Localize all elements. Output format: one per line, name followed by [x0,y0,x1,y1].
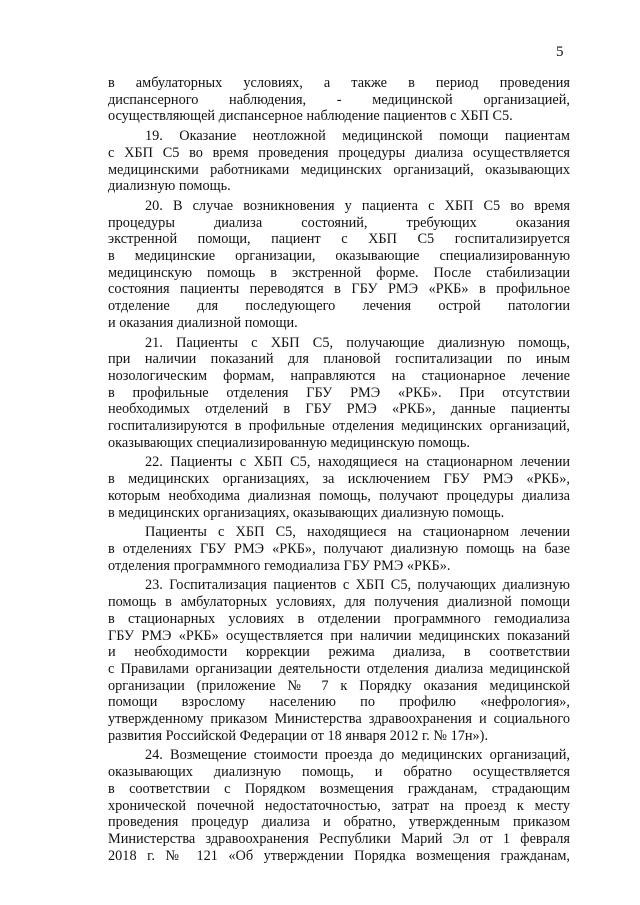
text-line: с ХБП С5 во время проведения процедуры диализа осуществляется [108,144,570,161]
text-line: 21. Пациенты с ХБП С5, получающие диализную помощь, [145,334,570,351]
text-line: 2018 г. № 121 «Об утверждении Порядка возмещения гражданам, [108,847,570,864]
text-line: в медицинских организациях, за исключением ГБУ РМЭ «РКБ», [108,471,570,488]
text-line: в отделениях ГБУ РМЭ «РКБ», получают диализную помощь на базе [108,540,570,557]
text-line: оказывающих диализную помощь, и обратно осуществляется [108,764,570,781]
text-line: необходимых отделений в ГБУ РМЭ «РКБ», данные пациенты [108,401,570,418]
text-line: оказывающих специализированную медицинскую помощь. [108,434,470,451]
text-line: в профильные отделения ГБУ РМЭ «РКБ». При отсутствии [108,384,570,401]
text-line: развития Российской Федерации от 18 января 2012 г. № 17н»). [108,727,489,744]
text-line: ГБУ РМЭ «РКБ» осуществляется при наличии медицинских показаний [108,627,570,644]
text-line: организации (приложение № 7 к Порядку оказания медицинской [108,677,570,694]
page-number: 5 [556,44,564,60]
text-line: в медицинские организации, оказывающие специализированную [108,248,570,265]
text-line: процедуры диализа состояний, требующих оказания [108,214,570,231]
text-line: медицинскую помощь в экстренной форме. После стабилизации [108,264,570,281]
text-line: проведения процедур диализа и обратно, утвержденным приказом [108,814,570,831]
text-line: медицинскими работниками медицинских организаций, оказывающих [108,161,570,178]
document-body [108,75,570,864]
text-line: 22. Пациенты с ХБП С5, находящиеся на стационарном лечении [145,454,570,471]
text-line: в соответствии с Порядком возмещения гражданам, страдающим [108,780,570,797]
text-line: в медицинских организациях, оказывающих диализную помощь. [108,504,505,521]
text-line: диспансерного наблюдения, - медицинской организацией, [108,91,570,108]
text-line: утвержденному приказом Министерства здравоохранения и социального [108,711,570,728]
text-line: нозологическим формам, направляются на стационарное лечение [108,367,570,384]
text-line: помощи взрослому населению по профилю «нефрология», [108,694,570,711]
text-line: 24. Возмещение стоимости проезда до медицинских организаций, [145,747,570,764]
text-line: 23. Госпитализация пациентов с ХБП С5, получающих диализную [145,577,570,594]
text-line: и оказания диализной помощи. [108,314,298,331]
text-line: хронической почечной недостаточностью, затрат на проезд к месту [108,797,570,814]
text-line: госпитализируются в профильные отделения медицинских организаций, [108,418,570,435]
text-line: в амбулаторных условиях, а также в период проведения [108,75,570,91]
text-line: диализную помощь. [108,178,231,195]
text-line: отделение для последующего лечения острой патологии [108,298,570,315]
text-line: 20. В случае возникновения у пациента с ХБП С5 во время [145,197,570,214]
text-line: отделения программного гемодиализа ГБУ РМЭ «РКБ». [108,557,451,574]
text-line: в стационарных условиях в отделении программного гемодиализа [108,610,570,627]
text-line: и необходимости коррекции режима диализа, в соответствии [108,644,570,661]
text-line: 19. Оказание неотложной медицинской помощи пациентам [145,128,570,145]
text-line: которым необходима диализная помощь, получают процедуры диализа [108,487,570,504]
text-line: осуществляющей диспансерное наблюдение пациентов с ХБП С5. [108,108,513,125]
text-line: помощь в амбулаторных условиях, для получения диализной помощи [108,594,570,611]
text-line: с Правилами организации деятельности отделения диализа медицинской [108,660,570,677]
text-line: состояния пациенты переводятся в ГБУ РМЭ «РКБ» в профильное [108,281,570,298]
text-line: при наличии показаний для плановой госпитализации по иным [108,351,570,368]
text-line: экстренной помощи, пациент с ХБП С5 госпитализируется [108,231,570,248]
text-line: Пациенты с ХБП С5, находящиеся на стационарном лечении [145,524,570,541]
text-line: Министерства здравоохранения Республики Марий Эл от 1 февраля [108,830,570,847]
